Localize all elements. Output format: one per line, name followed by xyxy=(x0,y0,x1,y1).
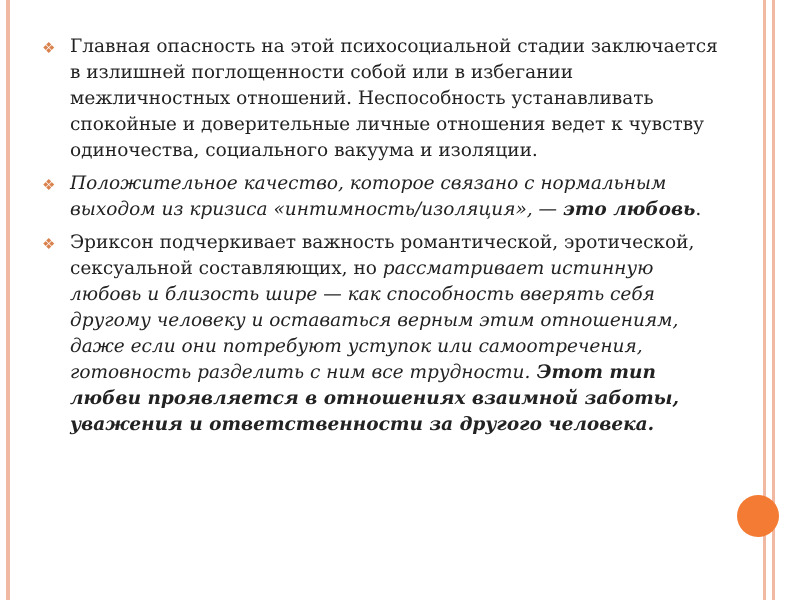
orange-circle-decoration xyxy=(737,495,779,537)
paragraph-danger xyxy=(42,34,722,164)
paragraph-text: Главная опасность на этой психосоциальной стадии заключается в излишней поглощенности собой или в избегании межличностных отношений. Неспособность устанавливать спокойные и доверительные личные отношения ведет к чувству одиночества, социального вакуума и изоляции. xyxy=(70,36,718,161)
paragraph-italic-text: Положительное качество, которое связано с нормальным выходом из кризиса «интимность/изоляция», — xyxy=(70,173,667,220)
paragraph-bold-text: Этот тип любви проявляется в отношениях взаимной заботы, уважения и ответственности за другого человека. xyxy=(70,362,679,435)
paragraph-love xyxy=(42,171,722,223)
bullet-icon: ❖ xyxy=(42,176,56,194)
paragraph-text: Эриксон подчеркивает важность романтической, эротической, сексуальной составляющих, но xyxy=(70,232,695,279)
paragraph-erikson xyxy=(42,230,722,438)
paragraph-end: . xyxy=(695,199,702,220)
bullet-icon: ❖ xyxy=(42,39,56,57)
slide-content xyxy=(42,34,722,445)
paragraph-italic-text: рассматривает истинную любовь и близость шире — как способность вверять себя другому человеку и оставаться верным этим отношениям, даже если они потребуют уступок или самоотречения, готовность разделить с ним все трудности. xyxy=(70,258,679,383)
paragraph-bold-text: это любовь xyxy=(562,199,696,220)
bullet-icon: ❖ xyxy=(42,235,56,253)
left-decorative-rail xyxy=(6,0,10,600)
